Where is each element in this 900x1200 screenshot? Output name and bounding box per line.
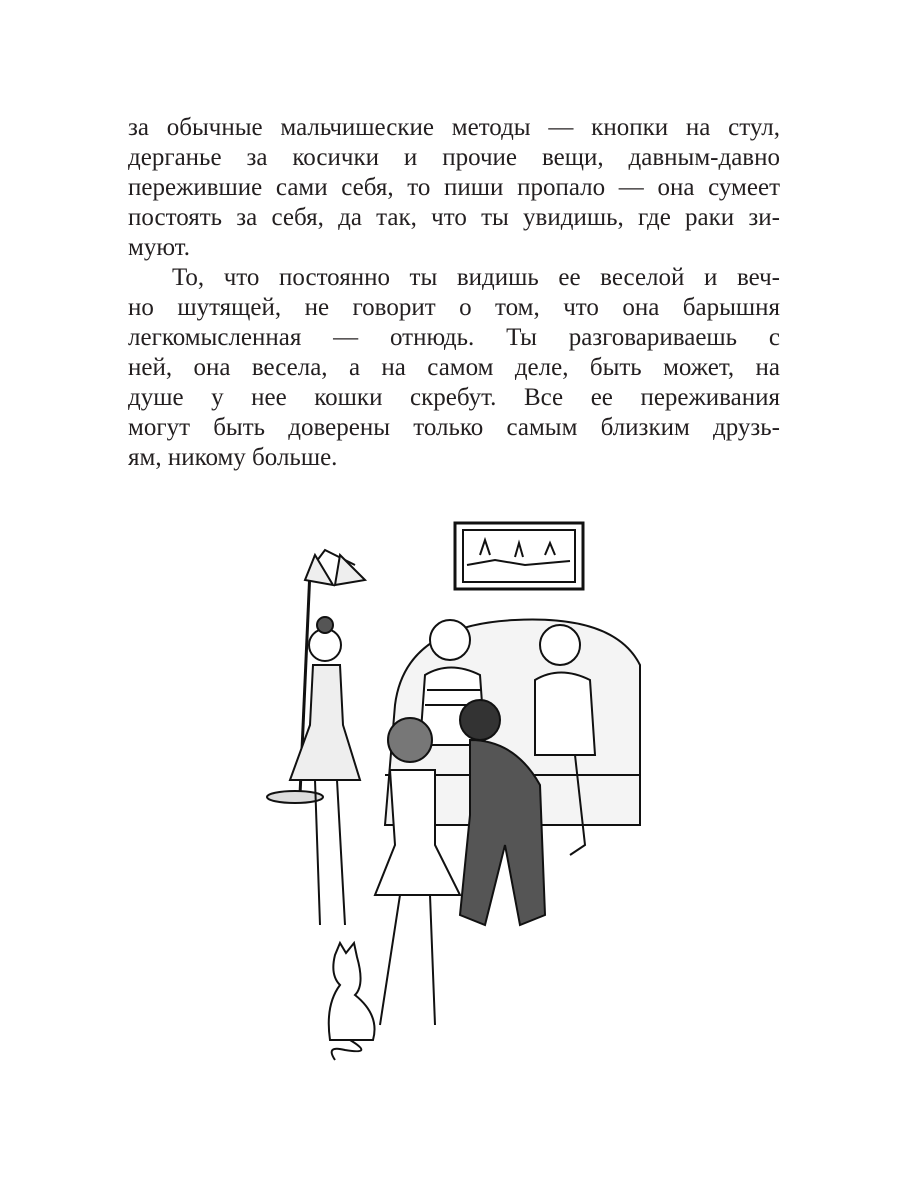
text-line: ней, она весела, а на самом деле, быть может, на (128, 354, 780, 381)
text-line: легкомысленная — отнюдь. Ты разговариваешь с (128, 324, 780, 351)
text-line: но шутящей, не говорит о том, что она барышня (128, 294, 780, 321)
text-line: ям, никому больше. (128, 444, 338, 471)
text-line: за обычные мальчишеские методы — кнопки на стул, (128, 114, 780, 141)
body-text (128, 113, 780, 473)
illustration-children-in-room (255, 515, 650, 1065)
text-line: муют. (128, 234, 190, 261)
text-line: душе у нее кошки скребут. Все ее переживания (128, 384, 780, 411)
text-line: пережившие сами себя, то пиши пропало — она сумеет (128, 174, 780, 201)
text-line: могут быть доверены только самым близким друзь- (128, 414, 780, 441)
text-line: дерганье за косички и прочие вещи, давным-давно (128, 144, 780, 171)
cat (329, 943, 375, 1060)
wall-picture (455, 523, 583, 589)
paragraph-start-line: То, что постоянно ты видишь ее веселой и веч- (172, 264, 780, 291)
text-line: постоять за себя, да так, что ты увидишь, где раки зи- (128, 204, 780, 231)
